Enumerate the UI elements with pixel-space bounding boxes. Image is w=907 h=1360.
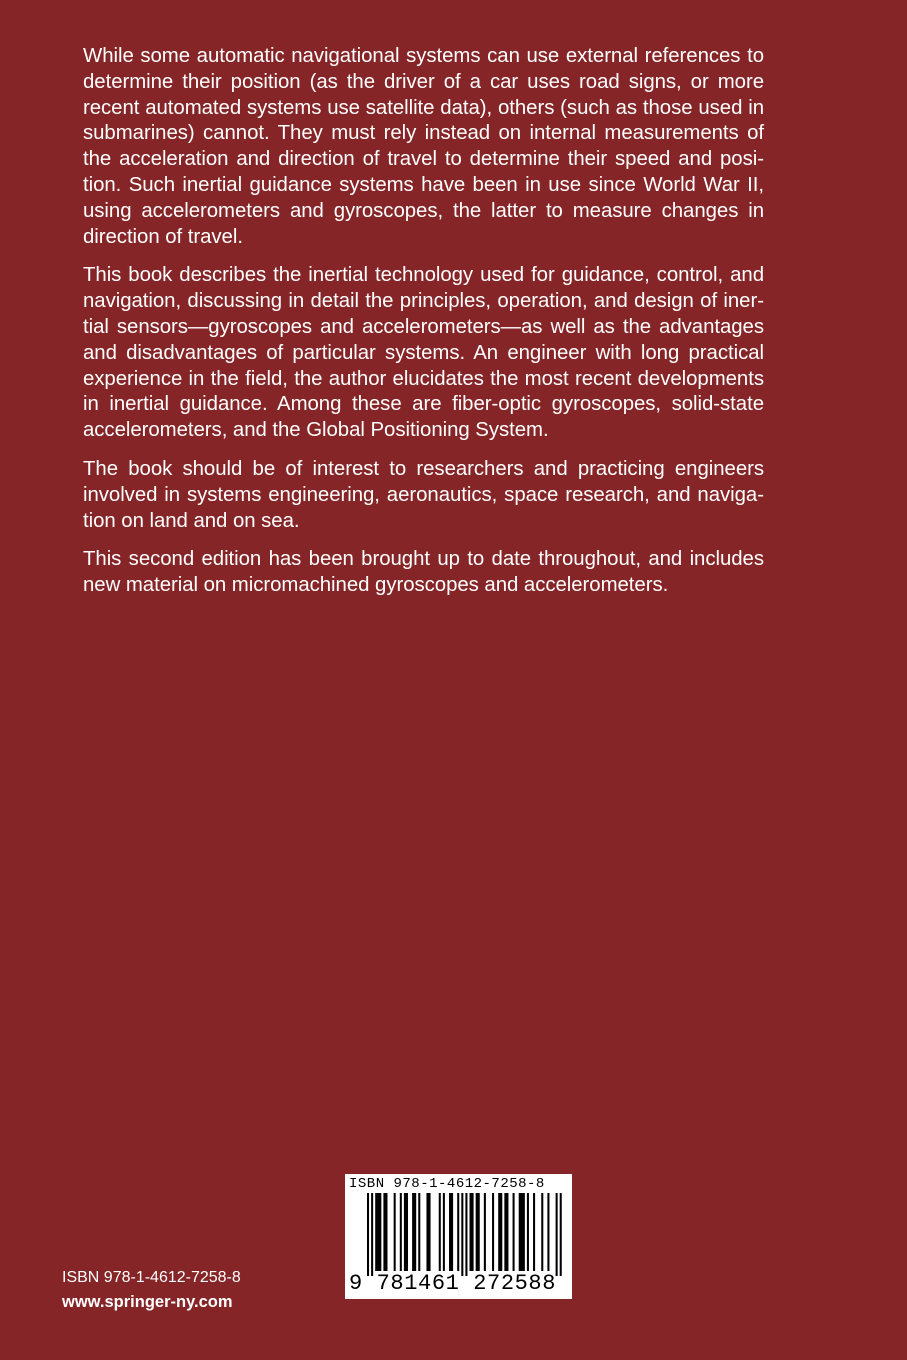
barcode-bar [519,1193,525,1271]
barcode-isbn-line: ISBN 978-1-4612-7258-8 [349,1176,545,1192]
blurb-paragraph-2: This book describes the inertial technology used for guidance, control, and navigation, discussing in detail the principles, operation, and design of inertial sensors—gyroscopes and accelerometers—as well as the advantages and disadvantages of particular systems. An engineer with long practical experience in the field, the author elucidates the most recent developments in inertial guidance. Among these are fiber-optic gyroscopes, solid-state accelerometers, and the Global Positioning System. [83,264,764,442]
barcode-bar [470,1193,474,1271]
barcode-bar [541,1193,543,1271]
blurb-paragraph-1: While some automatic navigational systems can use external references to determine their position (as the driver of a car uses road signs, or more recent automated systems use satellite data), others (such as those used in submarines) cannot. They must rely instead on internal measurements of the acceleration and direction of travel to determine their speed and position. Such inertial guidance systems have been in use since World War II, using accelerometers and gyroscopes, the latter to measure changes in direction of travel. [83,45,764,248]
publisher-website: www.springer-ny.com [62,1293,233,1311]
barcode-bar [498,1193,502,1271]
barcode-digits: 9 781461 272588 [349,1271,557,1296]
barcode [345,1174,572,1299]
barcode-bar [404,1193,408,1271]
barcode-bar [504,1193,508,1271]
barcode-bar [547,1193,549,1271]
barcode-bar [383,1193,387,1271]
blurb-text [83,44,764,612]
barcode-bar [412,1193,416,1271]
blurb-paragraph-4: This second edition has been brought up to date throughout, and includes new material on micromachined gyroscopes and accelerometers. [83,548,764,597]
barcode-bar [533,1193,535,1271]
barcode-bar [457,1193,459,1271]
barcode-bar [443,1193,445,1271]
barcode-guard-bar [461,1193,463,1276]
barcode-bar [492,1193,494,1271]
barcode-bar [375,1193,381,1271]
barcode-guard-bar [465,1193,467,1276]
barcode-bar [527,1193,529,1271]
blurb-paragraph-3: The book should be of interest to researchers and practicing engineers involved in systems engineering, aeronautics, space research, and navigation on land and on sea. [83,457,764,532]
barcode-bar [476,1193,480,1271]
barcode-bar [426,1193,430,1271]
barcode-guard-bar [560,1193,562,1276]
barcode-bar [484,1193,486,1271]
barcode-bar [400,1193,402,1271]
barcode-bar [439,1193,441,1271]
barcode-bar [449,1193,453,1271]
barcode-guard-bar [367,1193,369,1276]
barcode-guard-bar [371,1193,373,1276]
publisher-info [62,1268,241,1312]
barcode-bar [513,1193,515,1271]
isbn-label: ISBN 978-1-4612-7258-8 [62,1269,241,1286]
barcode-guard-bar [556,1193,558,1276]
barcode-bar [394,1193,396,1271]
barcode-bar [418,1193,420,1271]
